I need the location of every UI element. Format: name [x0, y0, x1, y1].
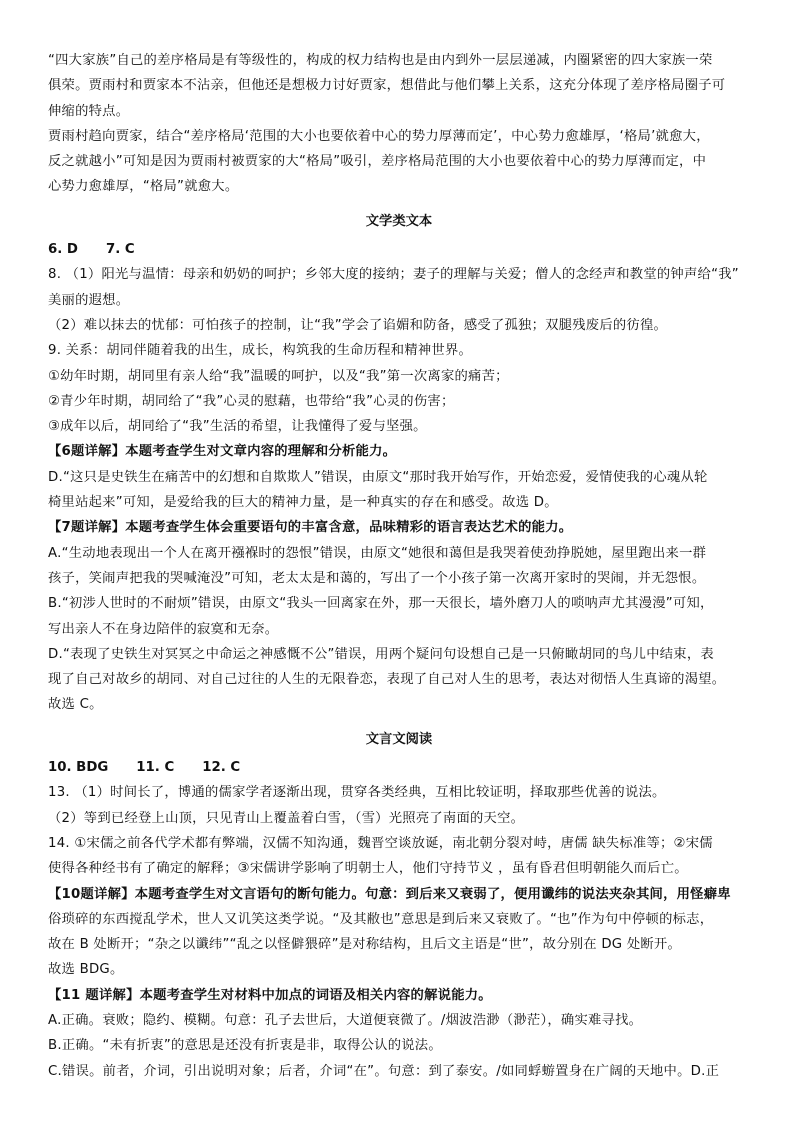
paragraph-line: C.错误。前者，介词，引出说明对象；后者，介词“在”。句意：到了泰安。/如同蜉蝣置身在广阔的天地中。D.正 [48, 1063, 720, 1079]
paragraph-line: 写出亲人不在身边陪伴的寂寞和无奈。 [48, 621, 279, 637]
paragraph-line: （2）等到已经登上山顶，只见青山上覆盖着白雪，（雪）光照亮了南面的天空。 [48, 810, 525, 826]
paragraph-line: A.正确。衰败；隐约、模糊。句意：孔子去世后，大道便衰微了。/烟波浩渺（渺茫），确实难寻找。 [48, 1012, 643, 1028]
paragraph-line: 贾雨村趋向贾家，结合“差序格局‘范围的大小也要依着中心的势力厚薄而定’，中心势力愈雄厚，‘格局’就愈大， [48, 128, 710, 144]
paragraph-line: D.“表现了史铁生对冥冥之中命运之神感慨不公”错误，用两个疑问句设想自己是一只俯瞰胡同的鸟儿中结束，表 [48, 646, 714, 662]
section-heading-classical: 文言文阅读 [365, 731, 433, 747]
paragraph-line: ③成年以后，胡同给了“我”生活的希望，让我懂得了爱与坚强。 [48, 419, 427, 435]
answer-item: 7. C [105, 242, 135, 258]
paragraph-line: 9. 关系：胡同伴随着我的出生，成长，构筑我的生命历程和精神世界。 [48, 343, 473, 359]
paragraph-line: 8. （1）阳光与温情：母亲和奶奶的呵护；乡邻大度的接纳；妻子的理解与关爱；僧人的念经声和教堂的钟声给“我” [48, 267, 739, 283]
paragraph-line: 【6题详解】本题考查学生对文章内容的理解和分析能力。 [48, 444, 397, 460]
paragraph-line: 【11 题详解】本题考查学生对材料中加点的词语及相关内容的解说能力。 [48, 987, 492, 1003]
paragraph-line: 13. （1）时间长了，博通的儒家学者逐渐出现，贯穿各类经典，互相比较证明，择取那些优善的说法。 [48, 785, 666, 801]
paragraph-line: ②青少年时期，胡同给了“我”心灵的慰藉，也带给“我”心灵的伤害； [48, 393, 455, 409]
answer-item: 10. BDG [48, 760, 109, 776]
paragraph-line: 14. ①宋儒之前各代学术都有弊端，汉儒不知沟通，魏晋空谈放诞，南北朝分裂对峙，唐儒 缺失标准等；②宋儒 [48, 835, 713, 851]
paragraph-line: A.“生动地表现出一个人在离开襁褓时的怨恨”错误，由原文“她很和蔼但是我哭着使劲挣脱她，屋里跑出来一群 [48, 545, 707, 561]
part1-block [48, 48, 750, 200]
paragraph-line: （2）难以抹去的忧郁：可怕孩子的控制，让“我”学会了谄媚和防备，感受了孤独；双腿残废后的彷徨。 [48, 317, 668, 333]
paragraph-line: 【7题详解】本题考查学生体会重要语句的丰富含意，品味精彩的语言表达艺术的能力。 [48, 520, 573, 536]
paragraph-line: 俗琐碎的东西搅乱学术，世人又讥笑这类学说。“及其敝也”意思是到后来又衰败了。“也”作为句中停顿的标志， [48, 911, 714, 927]
paragraph-line: 心势力愈雄厚，“格局”就愈大。 [48, 179, 239, 195]
section-heading-literary: 文学类文本 [365, 213, 433, 229]
classical-body [48, 780, 750, 1084]
answer-item: 6. D [48, 242, 78, 258]
paragraph-line: ①幼年时期，胡同里有亲人给“我”温暖的呵护，以及“我”第一次离家的痛苦； [48, 368, 509, 384]
paragraph-line: 美丽的遐想。 [48, 292, 130, 308]
paragraph-line: 故选 C。 [48, 697, 103, 713]
paragraph-line: B.正确。“未有折衷”的意思是还没有折衷是非，取得公认的说法。 [48, 1038, 442, 1054]
paragraph-line: 俱荣。贾雨村和贾家本不沾亲，但他还是想极力讨好贾家，想借此与他们攀上关系，这充分体现了差序格局圈子可 [48, 78, 726, 94]
paragraph-line: 反之就越小”可知是因为贾雨村被贾家的大“格局”吸引，差序格局范围的大小也要依着中心的势力厚薄而定，中 [48, 154, 707, 170]
paragraph-line: 伸缩的特点。 [48, 103, 130, 119]
paragraph-line: 故选 BDG。 [48, 962, 124, 978]
paragraph-line: “四大家族”自己的差序格局是有等级性的，构成的权力结构也是由内到外一层层递减，内圈紧密的四大家族一荣 [48, 53, 713, 68]
paragraph-line: 使得各种经书有了确定的解释；③宋儒讲学影响了明朝士人，他们守持节义 ，虽有昏君但明朝能久而后亡。 [48, 861, 688, 877]
paragraph-line: 现了自己对故乡的胡同、对自己过往的人生的无限眷恋，表现了自己对人生的思考，表达对彻悟人生真谛的渴望。 [48, 672, 726, 688]
document-page [48, 48, 750, 1084]
answer-item: 11. C [136, 760, 175, 776]
paragraph-line: 故在 B 处断开；“杂之以谶纬”“乱之以怪僻猥碎”是对称结构，且后文主语是“世”，故分别在 DG 处断开。 [48, 937, 682, 953]
answer-item: 12. C [202, 760, 241, 776]
paragraph-line: 椅里站起来”可知，是爱给我的巨大的精神力量，是一种真实的存在和感受。故选 D。 [48, 495, 558, 511]
paragraph-line: 【10题详解】本题考查学生对文言语句的断句能力。句意：到后来又衰弱了，便用谶纬的说法夹杂其间，用怪癖卑 [48, 886, 731, 902]
paragraph-line: B.“初涉人世时的不耐烦”错误，由原文“我头一回离家在外，那一天很长，墙外磨刀人的唢呐声尤其漫漫”可知， [48, 596, 714, 612]
answer-row-literary [48, 237, 750, 262]
literary-body [48, 262, 750, 717]
paragraph-line: 孩子，笑闹声把我的哭喊淹没”可知，老太太是和蔼的，写出了一个小孩子第一次离开家时的哭闹，并无怨恨。 [48, 570, 706, 586]
answer-row-classical [48, 755, 750, 780]
paragraph-line: D.“这只是史铁生在痛苦中的幻想和自欺欺人”错误，由原文“那时我开始写作，开始恋爱，爱情使我的心魂从轮 [48, 469, 708, 485]
